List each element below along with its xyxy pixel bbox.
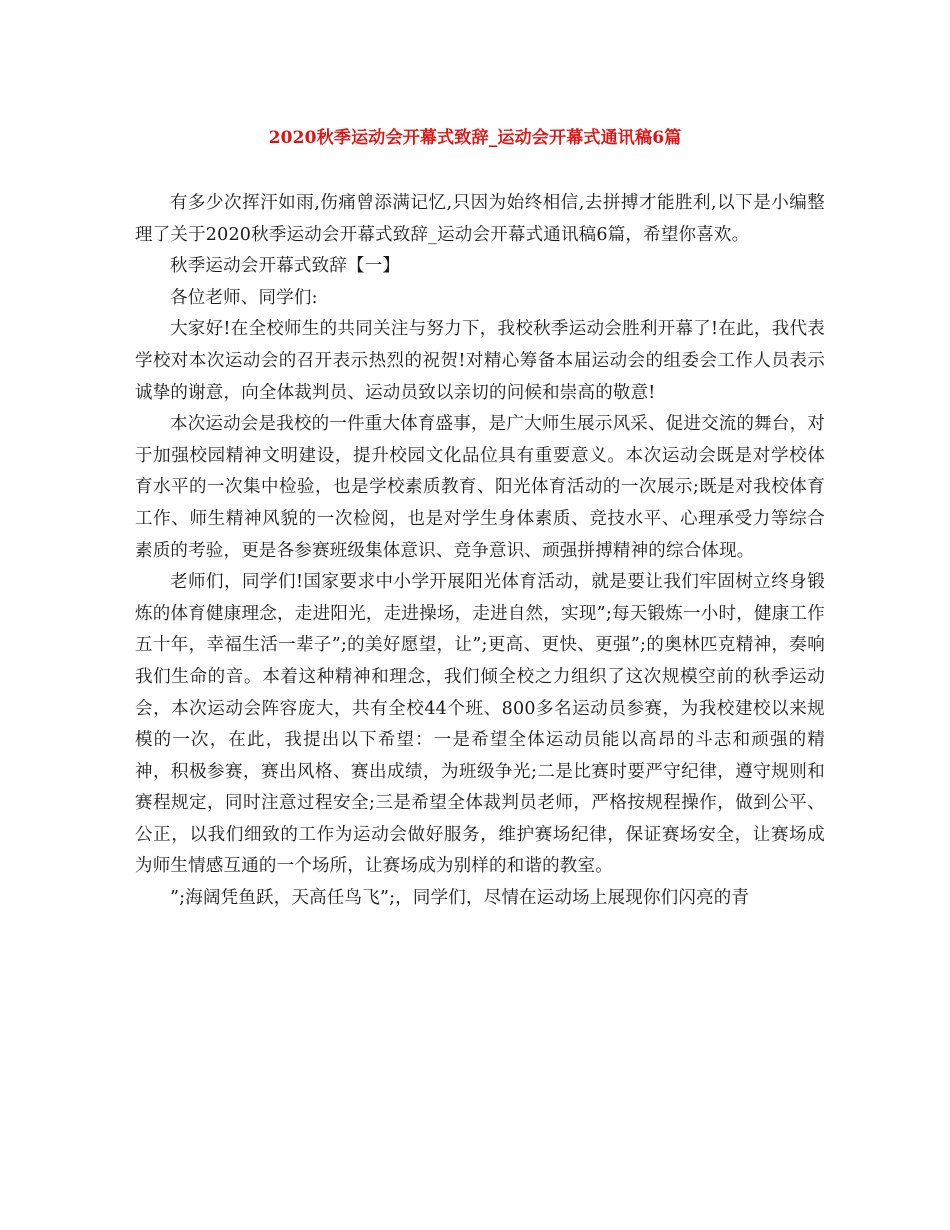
intro-paragraph: 有多少次挥汗如雨,伤痛曾添满记忆,只因为始终相信,去拼搏才能胜利,以下是小编整理了关于2020秋季运动会开幕式致辞_运动会开幕式通讯稿6篇，希望你喜欢。: [135, 193, 825, 245]
document-body: [135, 188, 825, 915]
section-heading: 秋季运动会开幕式致辞【一】: [170, 256, 401, 277]
document-title: 2020秋季运动会开幕式致辞_运动会开幕式通讯稿6篇: [268, 128, 682, 148]
body-paragraph: 老师们，同学们!国家要求中小学开展阳光体育活动，就是要让我们牢固树立终身锻炼的体育健康理念，走进阳光，走进操场，走进自然，实现”;每天锻炼一小时，健康工作五十年，幸福生活一辈子”;的美好愿望，让”;更高、更快、更强”;的奥林匹克精神，奏响我们生命的音。本着这种精神和理念，我们倾全校之力组织了这次规模空前的秋季运动会，本次运动会阵容庞大，共有全校44个班、800多名运动员参赛，为我校建校以来规模的一次，在此，我提出以下希望：一是希望全体运动员能以高昂的斗志和顽强的精神，积极参赛，赛出风格、赛出成绩，为班级争光;二是比赛时要严守纪律，遵守规则和赛程规定，同时注意过程安全;三是希望全体裁判员老师，严格按规程操作，做到公平、公正，以我们细致的工作为运动会做好服务，维护赛场纪律，保证赛场安全，让赛场成为师生情感互通的一个场所，让赛场成为别样的和谐的教室。: [135, 572, 825, 877]
salutation: 各位老师、同学们:: [170, 287, 318, 308]
body-paragraph: 本次运动会是我校的一件重大体育盛事，是广大师生展示风采、促进交流的舞台，对于加强校园精神文明建设，提升校园文化品位具有重要意义。本次运动会既是对学校体育水平的一次集中检验，也是学校素质教育、阳光体育活动的一次展示;既是对我校体育工作、师生精神风貌的一次检阅，也是对学生身体素质、竞技水平、心理承受力等综合素质的考验，更是各参赛班级集体意识、竞争意识、顽强拼搏精神的综合体现。: [135, 414, 825, 561]
body-paragraph: 大家好!在全校师生的共同关注与努力下，我校秋季运动会胜利开幕了!在此，我代表学校对本次运动会的召开表示热烈的祝贺!对精心筹备本届运动会的组委会工作人员表示诚挚的谢意，向全体裁判员、运动员致以亲切的问候和崇高的敬意!: [135, 319, 825, 403]
body-paragraph: ”;海阔凭鱼跃，天高任鸟飞”;，同学们，尽情在运动场上展现你们闪亮的青: [170, 888, 750, 909]
